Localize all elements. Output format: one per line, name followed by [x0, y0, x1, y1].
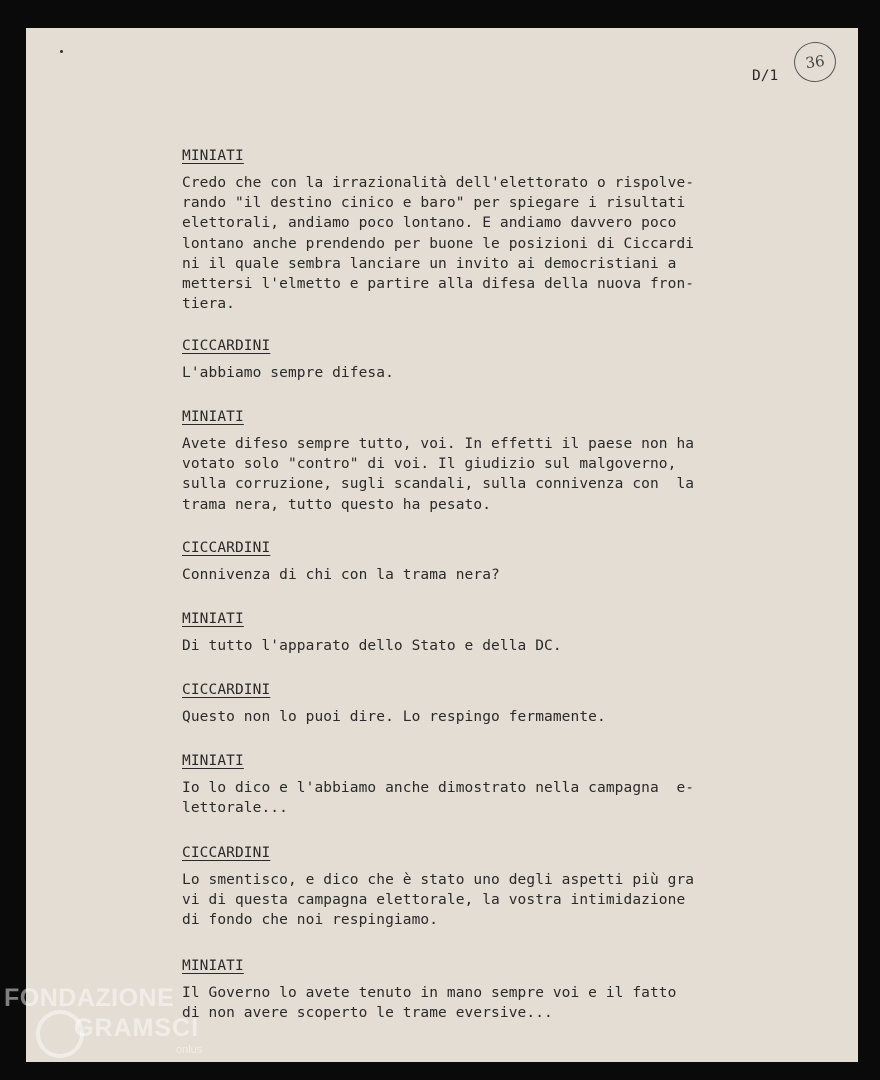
speech-line: L'abbiamo sempre difesa.: [182, 365, 394, 381]
speech-block: [182, 611, 802, 656]
speaker-label: CICCARDINI: [182, 540, 271, 556]
speech-line: trama nera, tutto questo ha pesato.: [182, 496, 492, 513]
speech-block: [182, 338, 802, 383]
speaker-label: CICCARDINI: [182, 338, 271, 354]
ink-speck: [60, 50, 63, 53]
speech-line: di non avere scoperto le trame eversive...: [182, 1005, 553, 1022]
speech-line: Lo smentisco, e dico che è stato uno degli aspetti più gra: [182, 872, 695, 888]
circled-page-number: 36: [791, 39, 838, 84]
speech-block: [182, 682, 802, 727]
speaker-label: CICCARDINI: [182, 682, 271, 698]
speech-line: Credo che con la irrazionalità dell'elettorato o rispolve-: [182, 175, 695, 191]
speaker-label: CICCARDINI: [182, 845, 271, 861]
watermark-logo: [4, 984, 203, 1056]
speech-line: tiera.: [182, 296, 235, 313]
speech-line: elettorali, andiamo poco lontano. E andiamo davvero poco: [182, 215, 677, 232]
speech-line: votato solo "contro" di voi. Il giudizio sul malgoverno,: [182, 456, 677, 473]
speaker-label: MINIATI: [182, 409, 244, 425]
speech-block: [182, 958, 802, 1023]
speech-line: vi di questa campagna elettorale, la vostra intimidazione: [182, 892, 686, 909]
typewritten-page: [26, 28, 858, 1062]
speaker-label: MINIATI: [182, 958, 244, 974]
speech-line: sulla corruzione, sugli scandali, sulla connivenza con la: [182, 476, 695, 493]
watermark-line2: GRAMSCI: [74, 1014, 200, 1042]
speech-block: [182, 409, 802, 515]
speech-line: di fondo che noi respingiamo.: [182, 912, 439, 929]
speech-line: Di tutto l'apparato dello Stato e della DC.: [182, 638, 562, 654]
speech-line: Il Governo lo avete tenuto in mano sempre voi e il fatto: [182, 985, 677, 1001]
speech-line: Connivenza di chi con la trama nera?: [182, 567, 500, 583]
speech-block: [182, 753, 802, 818]
speech-block: [182, 540, 802, 585]
speech-line: mettersi l'elmetto e partire alla difesa della nuova fron-: [182, 276, 695, 293]
speech-block: [182, 845, 802, 931]
speech-line: Questo non lo puoi dire. Lo respingo fermamente.: [182, 709, 606, 725]
speech-line: ni il quale sembra lanciare un invito ai democristiani a: [182, 255, 677, 272]
speaker-label: MINIATI: [182, 753, 244, 769]
speaker-label: MINIATI: [182, 611, 244, 627]
speech-line: Io lo dico e l'abbiamo anche dimostrato nella campagna e-: [182, 780, 695, 796]
speech-line: rando "il destino cinico e baro" per spiegare i risultati: [182, 195, 686, 212]
watermark-small: onlus: [176, 1044, 203, 1056]
speech-block: [182, 148, 802, 314]
speech-line: Avete difeso sempre tutto, voi. In effetti il paese non ha: [182, 436, 695, 452]
page-reference: D/1: [752, 68, 779, 84]
speech-line: lettorale...: [182, 800, 288, 817]
speech-line: lontano anche prendendo per buone le posizioni di Ciccardi: [182, 235, 695, 252]
speaker-label: MINIATI: [182, 148, 244, 164]
watermark-line1: FONDAZIONE: [4, 984, 175, 1012]
